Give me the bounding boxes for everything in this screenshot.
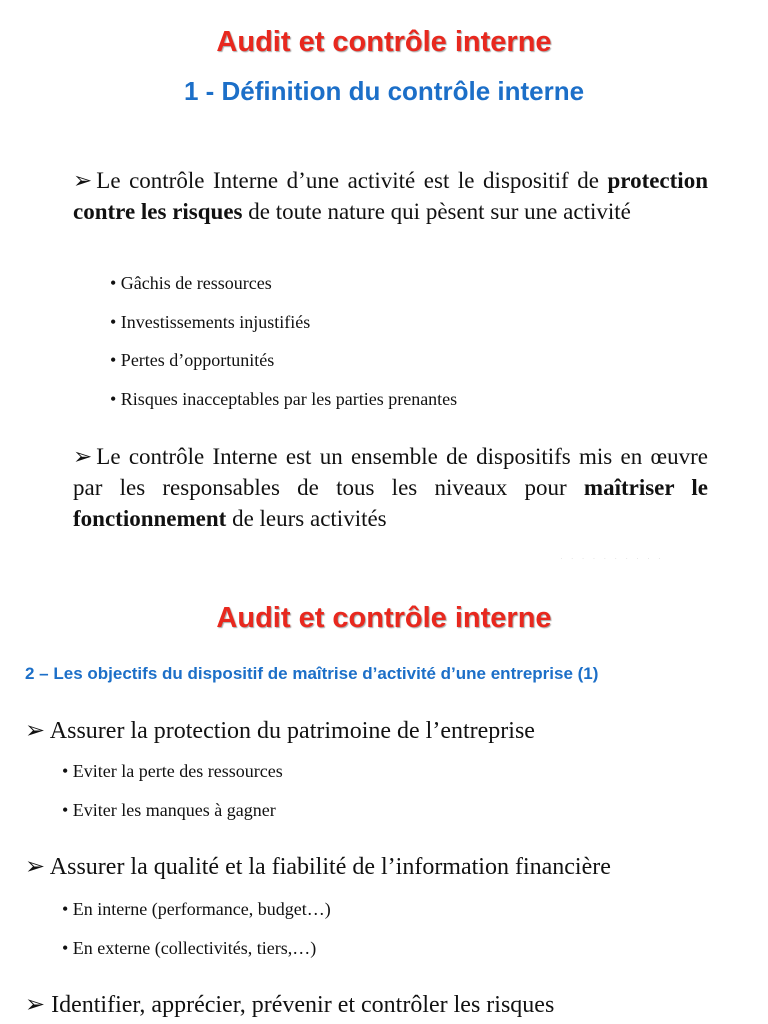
list-item: • Risques inacceptables par les parties prenantes (110, 388, 458, 409)
paragraph-text: de leurs activités (232, 506, 387, 531)
definition-paragraph-2 (73, 441, 708, 534)
list-item: • En interne (performance, budget…) (62, 899, 331, 919)
arrow-bullet-icon: ➢ (73, 444, 93, 469)
objective-point: ➢ Identifier, apprécier, prévenir et contrôler les risques (25, 992, 555, 1018)
arrow-bullet-icon: ➢ (73, 168, 93, 193)
paragraph-text: de toute nature qui pèsent sur une activité (248, 199, 631, 224)
section-heading: 1 - Définition du contrôle interne (183, 76, 585, 106)
faint-footer-marks: · · · · · · · · · · (560, 554, 664, 563)
list-item: • Investissements injustifiés (110, 311, 311, 332)
risk-list (110, 270, 457, 424)
objective-sublist (62, 896, 331, 974)
emphasis-text: protection contre les risques (73, 168, 708, 224)
paragraph-text: Le contrôle Interne est un ensemble de dispositifs mis en œuvre par les responsables de tous les niveaux pour (73, 444, 708, 500)
objective-sublist (62, 758, 283, 836)
slide-2 (0, 590, 768, 1024)
list-item: • Eviter les manques à gagner (62, 800, 276, 820)
paragraph-text: Le contrôle Interne d’une activité est le dispositif de (96, 168, 599, 193)
list-item: • Eviter la perte des ressources (62, 761, 283, 781)
list-item: • En externe (collectivités, tiers,…) (62, 938, 317, 958)
section-heading: 2 – Les objectifs du dispositif de maîtrise d’activité d’une entreprise (1) (25, 664, 599, 683)
slide-title: Audit et contrôle interne (216, 602, 552, 634)
objective-point: ➢ Assurer la qualité et la fiabilité de l’information financière (25, 854, 611, 880)
slide-title: Audit et contrôle interne (216, 26, 552, 58)
objective-point: ➢ Assurer la protection du patrimoine de l’entreprise (25, 718, 535, 744)
emphasis-text: maîtriser le fonctionnement (73, 475, 709, 531)
list-item: • Gâchis de ressources (110, 273, 272, 293)
definition-paragraph-1 (73, 165, 708, 227)
list-item: • Pertes d’opportunités (110, 350, 275, 370)
